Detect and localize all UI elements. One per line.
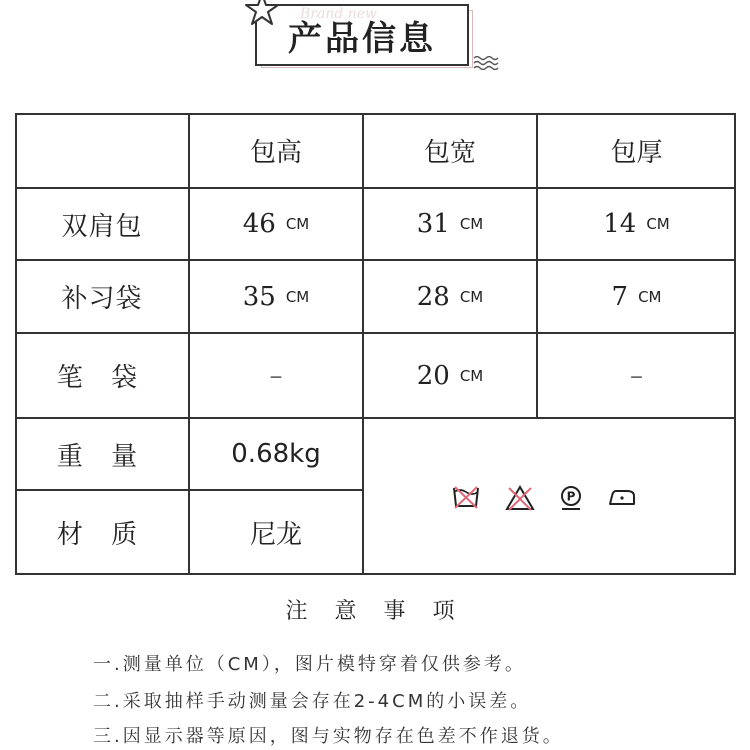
pencil-case-width-value: 20 <box>416 360 450 391</box>
page-title: 产品信息 <box>288 18 436 59</box>
unit-label: CM <box>638 287 662 306</box>
note-item: 三.因显示器等原因，图与实物存在色差不作退货。 <box>93 726 564 747</box>
tutoring-bag-width-value: 28 <box>416 281 450 312</box>
row-label-tutoring-bag: 补习袋 <box>61 284 143 314</box>
note-item: 一.测量单位（CM），图片模特穿着仅供参考。 <box>93 654 526 675</box>
column-header-height: 包高 <box>249 137 302 168</box>
care-icons-group <box>451 484 637 512</box>
dry-clean-p-icon <box>559 484 583 512</box>
row-label-pencil-case: 笔 袋 <box>56 363 148 393</box>
row-label-backpack: 双肩包 <box>61 211 143 242</box>
pencil-case-thickness-value: – <box>630 360 643 391</box>
unit-label: CM <box>285 287 310 306</box>
backpack-thickness-value: 14 <box>603 209 637 239</box>
pencil-case-height-value: – <box>269 360 283 391</box>
backpack-width-value: 31 <box>416 209 450 239</box>
unit-label: CM <box>459 366 484 385</box>
weight-value: 0.68kg <box>231 439 321 469</box>
wave-lines-icon <box>472 54 500 70</box>
star-icon <box>244 0 280 28</box>
note-item: 二.采取抽样手动测量会存在2-4CM的小误差。 <box>93 691 532 712</box>
table-cell <box>537 260 736 333</box>
table-cell <box>189 188 363 260</box>
table-cell <box>363 260 537 333</box>
backpack-height-value: 46 <box>242 209 276 239</box>
weight-label: 重 量 <box>56 441 148 472</box>
table-cell <box>189 333 363 418</box>
unit-label: CM <box>646 215 670 233</box>
table-cell <box>363 333 537 418</box>
low-iron-icon <box>607 484 637 512</box>
unit-label: CM <box>285 215 310 233</box>
material-value: 尼龙 <box>249 520 302 550</box>
svg-text:P: P <box>566 489 576 504</box>
table-cell <box>189 260 363 333</box>
unit-label: CM <box>459 215 484 233</box>
tutoring-bag-thickness-value: 7 <box>611 281 629 312</box>
spec-table <box>15 113 736 575</box>
no-bleach-icon <box>505 484 535 512</box>
unit-label: CM <box>459 287 484 306</box>
column-header-thickness: 包厚 <box>610 137 663 168</box>
table-cell <box>537 188 736 260</box>
decorative-script-text: Brand new <box>300 6 378 22</box>
tutoring-bag-height-value: 35 <box>242 281 276 312</box>
column-header-width: 包宽 <box>423 137 476 168</box>
table-cell <box>363 188 537 260</box>
material-label: 材 质 <box>56 520 148 550</box>
table-cell <box>537 333 736 418</box>
no-wash-icon <box>451 484 481 512</box>
notes-title: 注 意 事 项 <box>285 599 465 624</box>
